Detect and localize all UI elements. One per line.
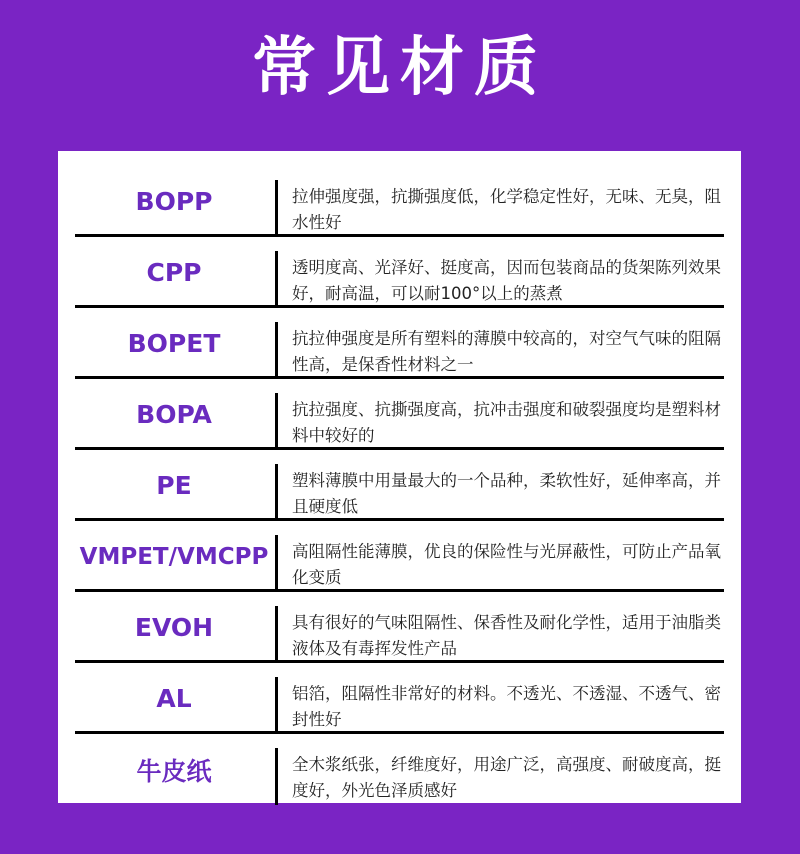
column-divider [275,606,278,663]
table-row [75,521,724,592]
material-name: EVOH [134,613,214,642]
column-divider [275,677,278,734]
table-row [75,450,724,521]
material-description: 具有很好的气味阻隔性、保香性及耐化学性，适用于油脂类液体及有毒挥发性产品 [292,613,721,658]
column-divider [275,464,278,521]
material-name: BOPA [136,400,212,429]
table-row [75,237,724,308]
material-description: 抗拉伸强度是所有塑料的薄膜中较高的，对空气气味的阻隔性高，是保香性材料之一 [292,329,721,374]
table-row [75,592,724,663]
table-row [75,379,724,450]
column-divider [275,251,278,308]
material-description: 透明度高、光泽好、挺度高，因而包装商品的货架陈列效果好，耐高温，可以耐100°以上的蒸煮 [292,258,721,303]
table-row [75,166,724,237]
column-divider [275,748,278,805]
material-name: 牛皮纸 [136,756,212,786]
material-description: 塑料薄膜中用量最大的一个品种，柔软性好，延伸率高，并且硬度低 [292,471,721,516]
column-divider [275,393,278,450]
material-description: 铝箔，阻隔性非常好的材料。不透光、不透湿、不透气、密封性好 [292,684,721,729]
column-divider [275,180,278,237]
column-divider [275,322,278,379]
material-name: AL [156,684,192,713]
material-name: CPP [146,258,202,287]
material-description: 全木浆纸张，纤维度好，用途广泛，高强度、耐破度高，挺度好，外光色泽质感好 [292,755,721,800]
material-description: 拉伸强度强，抗撕强度低，化学稳定性好，无味、无臭，阻水性好 [292,187,721,232]
table-row [75,663,724,734]
material-name: PE [156,471,192,500]
materials-table [58,151,741,803]
material-name: VMPET/VMCPP [79,543,269,570]
material-description: 高阻隔性能薄膜，优良的保险性与光屏蔽性，可防止产品氧化变质 [292,542,721,587]
column-divider [275,535,278,592]
material-name: BOPET [127,329,221,358]
table-row [75,734,724,805]
material-name: BOPP [135,187,213,216]
material-description: 抗拉强度、抗撕强度高，抗冲击强度和破裂强度均是塑料材料中较好的 [292,400,721,445]
page-title: 常见材质 [252,31,548,105]
table-row [75,308,724,379]
